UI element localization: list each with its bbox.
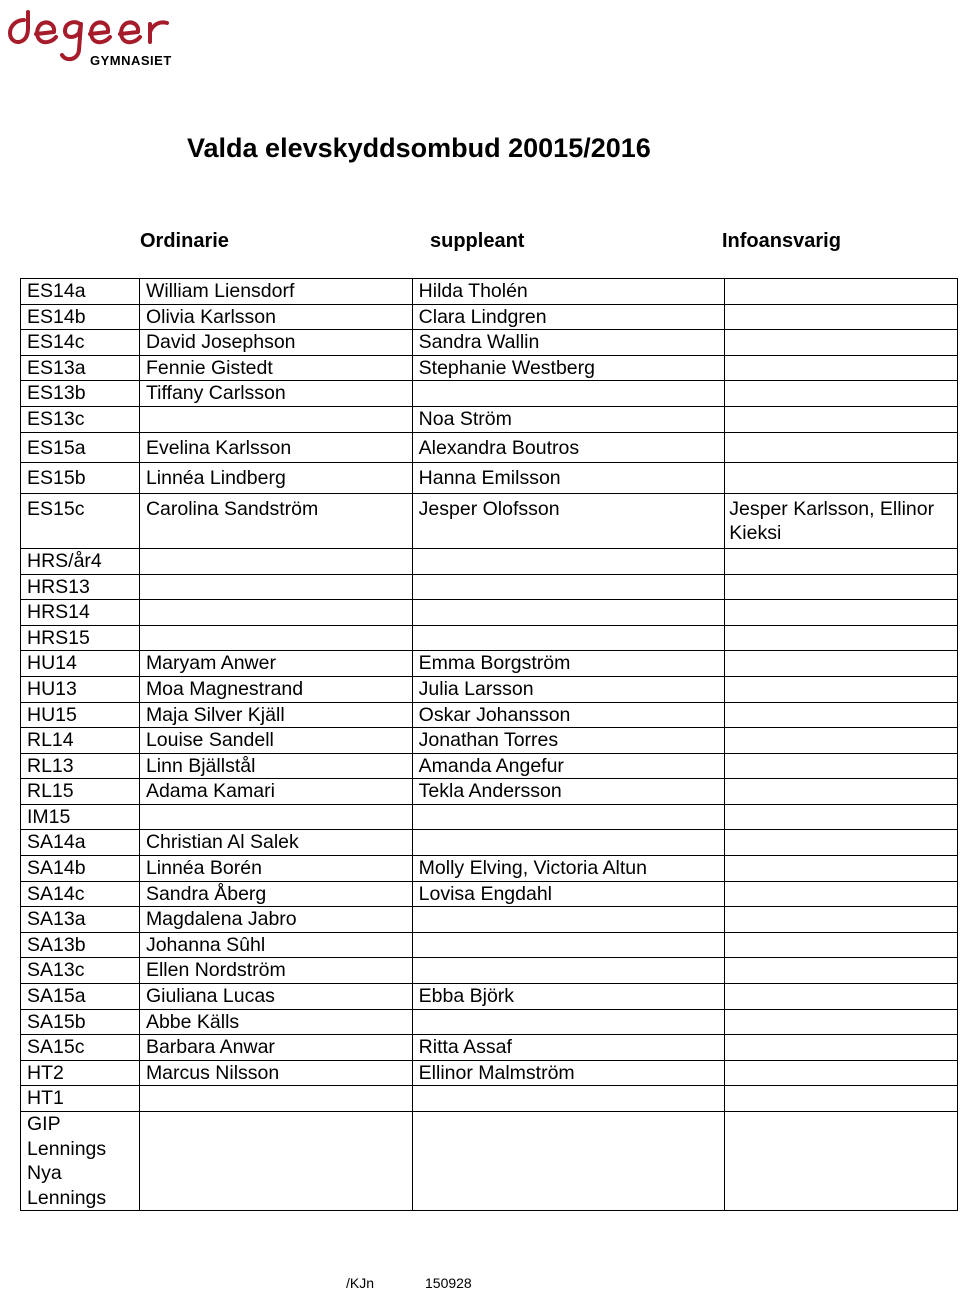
class-cell: ES15a xyxy=(21,432,140,463)
class-cell: HU14 xyxy=(21,651,140,677)
infoansvarig-cell xyxy=(725,1060,958,1086)
suppleant-cell: Ritta Assaf xyxy=(412,1035,725,1061)
class-cell: RL13 xyxy=(21,753,140,779)
class-cell: SA13b xyxy=(21,932,140,958)
table-row xyxy=(21,702,958,728)
ordinarie-cell xyxy=(139,548,412,574)
infoansvarig-cell xyxy=(725,279,958,305)
infoansvarig-cell xyxy=(725,574,958,600)
infoansvarig-cell xyxy=(725,463,958,494)
class-cell: ES15c xyxy=(21,493,140,548)
class-cell: GIP Lennings Nya Lennings xyxy=(21,1112,140,1211)
infoansvarig-cell xyxy=(725,753,958,779)
class-cell: HU13 xyxy=(21,676,140,702)
table-row xyxy=(21,984,958,1010)
ordinarie-cell xyxy=(139,406,412,432)
class-cell: SA14c xyxy=(21,881,140,907)
table-row xyxy=(21,548,958,574)
infoansvarig-cell xyxy=(725,907,958,933)
footer-initials: /KJn xyxy=(346,1275,375,1291)
infoansvarig-cell xyxy=(725,779,958,805)
ordinarie-cell: Johanna Sûhl xyxy=(139,932,412,958)
table-row xyxy=(21,728,958,754)
class-cell: HT2 xyxy=(21,1060,140,1086)
suppleant-cell xyxy=(412,1112,725,1211)
suppleant-cell xyxy=(412,1009,725,1035)
ordinarie-cell: Fennie Gistedt xyxy=(139,355,412,381)
suppleant-cell: Tekla Andersson xyxy=(412,779,725,805)
column-header-ordinarie: Ordinarie xyxy=(140,230,229,252)
infoansvarig-cell xyxy=(725,830,958,856)
table-row xyxy=(21,1112,958,1211)
table-row xyxy=(21,304,958,330)
infoansvarig-cell xyxy=(725,600,958,626)
class-cell: SA13a xyxy=(21,907,140,933)
suppleant-cell xyxy=(412,600,725,626)
suppleant-cell: Noa Ström xyxy=(412,406,725,432)
table-row xyxy=(21,1009,958,1035)
table-row xyxy=(21,381,958,407)
infoansvarig-cell xyxy=(725,406,958,432)
infoansvarig-cell xyxy=(725,1009,958,1035)
infoansvarig-cell xyxy=(725,548,958,574)
table-row xyxy=(21,600,958,626)
ordinarie-cell: Magdalena Jabro xyxy=(139,907,412,933)
ordinarie-cell: Olivia Karlsson xyxy=(139,304,412,330)
class-cell: ES13b xyxy=(21,381,140,407)
ordinarie-cell: Marcus Nilsson xyxy=(139,1060,412,1086)
class-cell: HU15 xyxy=(21,702,140,728)
table-row xyxy=(21,651,958,677)
table-row xyxy=(21,958,958,984)
class-cell: SA15c xyxy=(21,1035,140,1061)
table-row xyxy=(21,804,958,830)
logo-wordmark: GYMNASIET xyxy=(90,53,172,68)
table-row xyxy=(21,881,958,907)
suppleant-cell: Emma Borgström xyxy=(412,651,725,677)
ordinarie-cell: Maryam Anwer xyxy=(139,651,412,677)
ordinarie-cell: Tiffany Carlsson xyxy=(139,381,412,407)
ordinarie-cell xyxy=(139,600,412,626)
infoansvarig-cell xyxy=(725,932,958,958)
ordinarie-cell: Carolina Sandström xyxy=(139,493,412,548)
ordinarie-cell xyxy=(139,625,412,651)
suppleant-cell: Ebba Björk xyxy=(412,984,725,1010)
class-cell: ES13a xyxy=(21,355,140,381)
infoansvarig-cell xyxy=(725,856,958,882)
infoansvarig-cell xyxy=(725,676,958,702)
table-row xyxy=(21,406,958,432)
class-cell: ES13c xyxy=(21,406,140,432)
suppleant-cell xyxy=(412,548,725,574)
table-row xyxy=(21,625,958,651)
suppleant-cell xyxy=(412,1086,725,1112)
ordinarie-cell: Giuliana Lucas xyxy=(139,984,412,1010)
class-cell: HRS14 xyxy=(21,600,140,626)
ordinarie-cell: Adama Kamari xyxy=(139,779,412,805)
infoansvarig-cell xyxy=(725,355,958,381)
table-row xyxy=(21,432,958,463)
ordinarie-cell: Abbe Källs xyxy=(139,1009,412,1035)
representatives-table xyxy=(20,278,958,1211)
school-logo xyxy=(4,6,204,66)
table-row xyxy=(21,1086,958,1112)
infoansvarig-cell xyxy=(725,381,958,407)
ordinarie-cell: William Liensdorf xyxy=(139,279,412,305)
infoansvarig-cell xyxy=(725,881,958,907)
suppleant-cell: Jesper Olofsson xyxy=(412,493,725,548)
suppleant-cell xyxy=(412,932,725,958)
class-cell: SA13c xyxy=(21,958,140,984)
suppleant-cell: Sandra Wallin xyxy=(412,330,725,356)
table-body xyxy=(21,279,958,1211)
table-row xyxy=(21,1035,958,1061)
class-cell: ES14b xyxy=(21,304,140,330)
ordinarie-cell: Louise Sandell xyxy=(139,728,412,754)
suppleant-cell: Oskar Johansson xyxy=(412,702,725,728)
infoansvarig-cell xyxy=(725,958,958,984)
ordinarie-cell: Linnéa Borén xyxy=(139,856,412,882)
infoansvarig-cell xyxy=(725,1086,958,1112)
class-cell: ES14c xyxy=(21,330,140,356)
suppleant-cell: Hanna Emilsson xyxy=(412,463,725,494)
table-row xyxy=(21,463,958,494)
footer-date: 150928 xyxy=(425,1275,472,1291)
ordinarie-cell: David Josephson xyxy=(139,330,412,356)
suppleant-cell: Ellinor Malmström xyxy=(412,1060,725,1086)
infoansvarig-cell xyxy=(725,432,958,463)
column-header-infoansvarig: Infoansvarig xyxy=(722,230,841,252)
ordinarie-cell: Evelina Karlsson xyxy=(139,432,412,463)
suppleant-cell xyxy=(412,958,725,984)
ordinarie-cell: Maja Silver Kjäll xyxy=(139,702,412,728)
suppleant-cell: Molly Elving, Victoria Altun xyxy=(412,856,725,882)
ordinarie-cell xyxy=(139,574,412,600)
suppleant-cell: Amanda Angefur xyxy=(412,753,725,779)
ordinarie-cell xyxy=(139,804,412,830)
table-row xyxy=(21,932,958,958)
infoansvarig-cell xyxy=(725,1112,958,1211)
suppleant-cell: Lovisa Engdahl xyxy=(412,881,725,907)
suppleant-cell xyxy=(412,625,725,651)
class-cell: HT1 xyxy=(21,1086,140,1112)
class-cell: ES15b xyxy=(21,463,140,494)
infoansvarig-cell xyxy=(725,984,958,1010)
infoansvarig-cell xyxy=(725,1035,958,1061)
ordinarie-cell xyxy=(139,1086,412,1112)
page-title: Valda elevskyddsombud 20015/2016 xyxy=(187,133,651,163)
infoansvarig-cell xyxy=(725,651,958,677)
table-row xyxy=(21,907,958,933)
ordinarie-cell: Linnéa Lindberg xyxy=(139,463,412,494)
suppleant-cell xyxy=(412,830,725,856)
class-cell: HRS15 xyxy=(21,625,140,651)
infoansvarig-cell xyxy=(725,728,958,754)
ordinarie-cell: Linn Bjällstål xyxy=(139,753,412,779)
infoansvarig-cell xyxy=(725,304,958,330)
table-row xyxy=(21,856,958,882)
class-cell: SA15b xyxy=(21,1009,140,1035)
infoansvarig-cell: Jesper Karlsson, Ellinor Kieksi xyxy=(725,493,958,548)
suppleant-cell: Clara Lindgren xyxy=(412,304,725,330)
table-row xyxy=(21,493,958,548)
infoansvarig-cell xyxy=(725,330,958,356)
table-row xyxy=(21,355,958,381)
suppleant-cell: Alexandra Boutros xyxy=(412,432,725,463)
suppleant-cell xyxy=(412,907,725,933)
class-cell: RL14 xyxy=(21,728,140,754)
class-cell: IM15 xyxy=(21,804,140,830)
table-row xyxy=(21,1060,958,1086)
suppleant-cell xyxy=(412,574,725,600)
column-header-suppleant: suppleant xyxy=(430,230,525,252)
table-row xyxy=(21,676,958,702)
class-cell: SA14b xyxy=(21,856,140,882)
suppleant-cell: Julia Larsson xyxy=(412,676,725,702)
class-cell: ES14a xyxy=(21,279,140,305)
ordinarie-cell: Moa Magnestrand xyxy=(139,676,412,702)
table-row xyxy=(21,574,958,600)
infoansvarig-cell xyxy=(725,625,958,651)
table-row xyxy=(21,753,958,779)
ordinarie-cell: Christian Al Salek xyxy=(139,830,412,856)
table-row xyxy=(21,330,958,356)
table-row xyxy=(21,279,958,305)
class-cell: HRS/år4 xyxy=(21,548,140,574)
ordinarie-cell: Barbara Anwar xyxy=(139,1035,412,1061)
suppleant-cell: Jonathan Torres xyxy=(412,728,725,754)
infoansvarig-cell xyxy=(725,702,958,728)
ordinarie-cell: Ellen Nordström xyxy=(139,958,412,984)
table-row xyxy=(21,779,958,805)
suppleant-cell: Stephanie Westberg xyxy=(412,355,725,381)
class-cell: RL15 xyxy=(21,779,140,805)
suppleant-cell xyxy=(412,804,725,830)
ordinarie-cell xyxy=(139,1112,412,1211)
infoansvarig-cell xyxy=(725,804,958,830)
class-cell: SA14a xyxy=(21,830,140,856)
suppleant-cell xyxy=(412,381,725,407)
suppleant-cell: Hilda Tholén xyxy=(412,279,725,305)
ordinarie-cell: Sandra Åberg xyxy=(139,881,412,907)
table-row xyxy=(21,830,958,856)
class-cell: HRS13 xyxy=(21,574,140,600)
class-cell: SA15a xyxy=(21,984,140,1010)
